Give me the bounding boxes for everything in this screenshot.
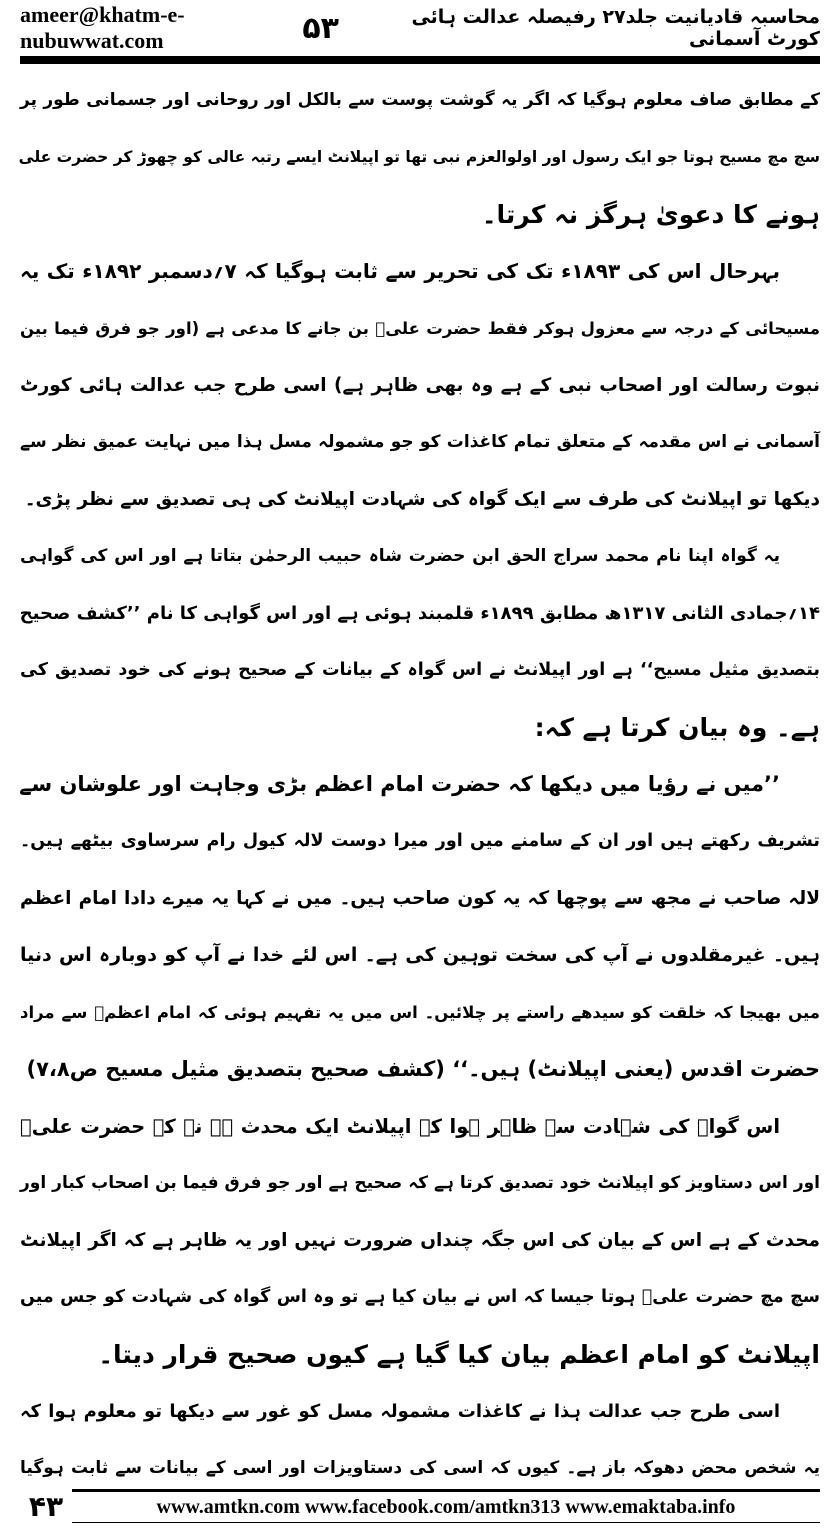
footer-page-number: ۴۳ [28, 1489, 64, 1523]
text-line: اپیلانٹ کو امام اعظم بیان کیا گیا ہے کیوں صحیح قرار دیتا۔ [98, 1340, 820, 1369]
page-body [20, 72, 820, 1497]
text-line: میں بھیجا کہ خلقت کو سیدھے راستے پر چلائیں۔ اس میں یہ تفہیم ہوئی کہ امام اعظمؒ سے مراد [20, 1003, 820, 1022]
text-line: اور اس دستاویز کو اپیلانٹ خود تصدیق کرتا ہے کہ صحیح ہے اور جو فرق فیما بن اصحاب کبار اور [20, 1173, 820, 1193]
page-header [20, 2, 820, 53]
text-line: آسمانی نے اس مقدمہ کے متعلق تمام کاغذات کو جو مشمولہ مسل ہذا میں نہایت عمیق نظر سے [20, 432, 820, 452]
header-page-number: ۵۳ [302, 10, 339, 46]
text-line: یہ شخص محض دھوکہ باز ہے۔ کیوں کہ اسی کی دستاویزات اور اسی کے بیانات سے ثابت ہوگیا [20, 1458, 820, 1478]
footer-urls: www.amtkn.com www.facebook.com/amtkn313 www.emaktaba.info [156, 1495, 736, 1518]
text-line: بہرحال اس کی ۱۸۹۳ء تک کی تحریر سے ثابت ہوگیا کہ ۷؍دسمبر ۱۸۹۲ء تک یہ [20, 259, 780, 283]
text-line: محدث کے ہے اس کے بیان کی اس جگہ چنداں ضرورت نہیں اور یہ ظاہر ہے کہ اگر اپیلانٹ [20, 1230, 820, 1251]
header-title: محاسبہ قادیانیت جلد۲۷ رفیصلہ عدالت ہائی کورٹ آسمانی [411, 6, 820, 50]
text-line: ہونے کا دعویٰ ہرگز نہ کرتا۔ [481, 200, 820, 229]
text-line: اسی طرح جب عدالت ہذا نے کاغذات مشمولہ مسل کو غور سے دیکھا تو معلوم ہوا کہ [20, 1401, 780, 1422]
text-line: نبوت رسالت اور اصحاب نبی کے ہے وہ بھی ظاہر ہے) اسی طرح جب عدالت ہائی کورٹ [20, 375, 820, 396]
text-line: تشریف رکھتے ہیں اور ان کے سامنے میں اور میرا دوست لالہ کیول رام سرساوی بیٹھے ہیں۔ [20, 831, 820, 851]
text-line: حضرت اقدس (یعنی اپیلانٹ) ہیں۔‘‘ (کشف صحیح بتصدیق مثیل مسیح ص۷،۸) [26, 1057, 820, 1081]
footer-bar [72, 1489, 820, 1523]
text-line: ہے۔ وہ بیان کرتا ہے کہ: [534, 713, 820, 742]
text-line: بتصدیق مثیل مسیح‘‘ ہے اور اپیلانٹ نے اس گواہ کے بیانات کے صحیح ہونے کی خود تصدیق کی [20, 660, 820, 680]
text-line: سچ مچ حضرت علیؓ ہوتا جیسا کہ اس نے بیان کیا ہے تو وہ اس گواہ کی شہادت کو جس میں [20, 1287, 820, 1307]
header-divider [20, 56, 820, 64]
text-line: ۱۴؍جمادی الثانی ۱۳۱۷ھ مطابق ۱۸۹۹ء قلمبند ہوئی ہے اور اس گواہی کا نام ’’کشف صحیح [19, 603, 820, 624]
text-line: ہیں۔ غیرمقلدوں نے آپ کی سخت توہین کی ہے۔ اس لئے خدا نے آپ کو دوبارہ اس دنیا [20, 944, 820, 966]
text-line: لالہ صاحب نے مجھ سے پوچھا کہ یہ کون صاحب ہیں۔ میں نے کہا یہ میرے دادا امام اعظم [20, 888, 820, 909]
text-line: ’’میں نے رؤیا میں دیکھا کہ حضرت امام اعظم بڑی وجاہت اور علوشان سے [19, 772, 780, 796]
text-line: یہ گواہ اپنا نام محمد سراج الحق ابن حضرت شاہ حبیب الرحمٰن بتاتا ہے اور اس کی گواہی [20, 546, 780, 566]
text-line: دیکھا تو اپیلانٹ کی طرف سے ایک گواہ کی شہادت اپیلانٹ کی ہی تصدیق سے نظر پڑی۔ [24, 489, 820, 510]
page-footer [20, 1488, 820, 1524]
header-right [288, 6, 820, 50]
text-line: سچ مچ مسیح ہوتا جو ایک رسول اور اولوالعزم نبی تھا تو اپیلانٹ ایسے رتبہ عالی کو چھوڑ کر حضرت علی [18, 148, 820, 166]
text-line: مسیحائی کے درجہ سے معزول ہوکر فقط حضرت علیؓ بن جانے کا مدعی ہے (اور جو فرق فیما بین [20, 319, 820, 338]
text-line: کے مطابق صاف معلوم ہوگیا کہ اگر یہ گوشت پوست سے بالکل اور روحانی اور جسمانی طور پر [20, 90, 820, 110]
header-email: ameer@khatm-e-nubuwwat.com [20, 2, 185, 53]
text-line: اس گواہ کی شہادت سے ظاہر ہوا کہ اپیلانٹ ایک محدث ہے نہ کہ حضرت علیؓ [20, 1115, 780, 1138]
